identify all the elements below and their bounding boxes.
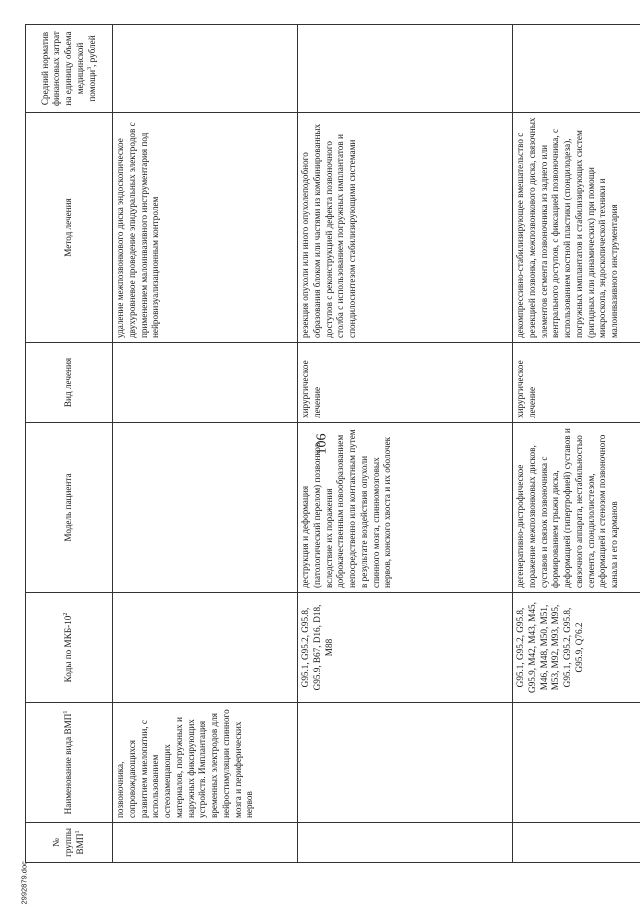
cell-treatment-type	[113, 343, 298, 423]
page-number: 106	[314, 433, 330, 455]
cell-vmp-name	[298, 703, 513, 823]
header-treatment-method: Метод лечения	[26, 113, 113, 343]
cell-icd-codes: G95.1, G95.2, G95.8, G95.9, M42, M43, M45, M46, M48, M50, M51, M53, M92, M93, M95, G95.1, G95.2, G95.8, G95.9, Q76.2	[513, 593, 640, 703]
cell-patient-model	[113, 423, 298, 593]
cell-group-no	[113, 823, 298, 863]
cell-treatment-method: декомпрессивно-стабилизирующее вмешательство с резекцией позвонка, межпозвонкового диска, связочных элементов сегмента позвоночника из заднего или вентрального доступов, с фиксацией позвоночника, с использованием костной пластики (спондилодеза), погружных имплантатов и стабилизирующих систем (ригидных или динамических) при помощи микроскопа, эндоскопической техники и малоинвазивного инструментария	[513, 113, 640, 343]
cell-avg-cost	[298, 25, 513, 113]
cell-icd-codes: G95.1, G95.2, G95.8, G95.9, B67, D16, D18, M88	[298, 593, 513, 703]
header-avg-cost: Средний норматив финансовых затрат на единицу объема медицинской помощи$^3$, рублей	[26, 25, 113, 113]
cell-treatment-type: хирургическое лечение	[298, 343, 513, 423]
header-patient-model: Модель пациента	[26, 423, 113, 593]
table-row	[298, 25, 513, 863]
table-row	[513, 25, 640, 863]
header-group-no: № группы ВМП$^1$	[26, 823, 113, 863]
cell-group-no	[298, 823, 513, 863]
cell-vmp-name: позвоночника, сопровождающихся развитием миелопатии, с использованием остеозамещающих материалов, погружных и наружных фиксирующих устройств. Имплантация временных электродов для нейростимуляции спинного мозга и периферических нервов	[113, 703, 298, 823]
document-filename: 2992879.doc	[19, 861, 29, 905]
table-inner	[25, 25, 620, 863]
table-header-row	[26, 25, 113, 863]
table-rotated-container	[25, 25, 620, 863]
cell-treatment-method: резекция опухоли или иного опухолеподобного образования блоком или частями из комбинированных доступов с реконструкцией дефекта позвоночного столба с использованием погружных имплантатов и спондилосинтезом стабилизирующими системами	[298, 113, 513, 343]
table-row	[113, 25, 298, 863]
vmp-table	[25, 24, 640, 863]
cell-avg-cost	[113, 25, 298, 113]
header-treatment-type: Вид лечения	[26, 343, 113, 423]
cell-vmp-name	[513, 703, 640, 823]
cell-treatment-type: хирургическое лечение	[513, 343, 640, 423]
cell-treatment-method: удаление межпозвонкового диска эндоскопическое двухуровневое проведение эпидуральных электродов с применением малоинвазивного инструментария под нейровизуализационным контролем	[113, 113, 298, 343]
cell-avg-cost	[513, 25, 640, 113]
header-icd-codes: Коды по МКБ-$10^2$	[26, 593, 113, 703]
cell-icd-codes	[113, 593, 298, 703]
header-vmp-name: Наименование вида ВМП$^1$	[26, 703, 113, 823]
cell-patient-model: дегенеративно-дистрофическое поражение межпозвонковых дисков, суставов и связок позвоночника с формированием грыжи диска, деформацией (гипертрофией) суставов и связочного аппарата, нестабильностью сегмента, спондилолистезом, деформацией и стенозом позвоночного канала и его карманов	[513, 423, 640, 593]
cell-group-no	[513, 823, 640, 863]
cell-patient-model: деструкция и деформация (патологический перелом) позвонков вследствие их поражения доброкачественным новообразованием непосредственно или контактным путем в результате воздействия опухоли спинного мозга, спинномозговых нервов, конского хвоста и их оболочек	[298, 423, 513, 593]
